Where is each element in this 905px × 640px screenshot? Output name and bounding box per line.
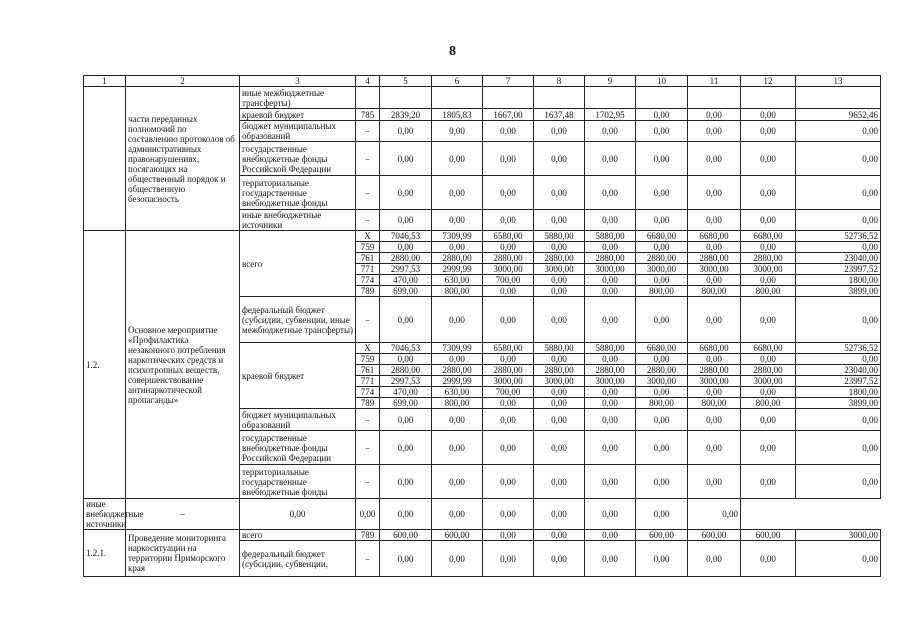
value-cell: 0,00 [534,176,585,210]
value-cell: 3000,00 [741,264,796,275]
value-cell: 0,00 [585,297,636,343]
value-cell: 0,00 [432,121,483,142]
number-cell: 1.2. [84,231,126,499]
value-cell [688,87,741,109]
code-cell: – [356,541,380,577]
funding-source: территориальные государственные внебюджетные фонды [240,465,356,499]
value-cell: 0,00 [741,109,796,121]
value-cell: 7046,53 [380,343,432,354]
value-cell: 800,00 [688,286,741,297]
value-cell [380,87,432,109]
value-cell: 6680,00 [636,343,688,354]
value-cell: 470,00 [380,275,432,286]
value-cell: 0,00 [585,275,636,286]
code-cell: X [356,231,380,242]
value-cell: 0,00 [380,541,432,577]
value-cell: 0,00 [741,210,796,231]
code-cell: 789 [356,530,380,541]
value-cell: 2880,00 [636,365,688,376]
value-cell: 0,00 [585,541,636,577]
value-cell: 0,00 [585,142,636,176]
value-cell [534,87,585,109]
value-cell: 0,00 [688,431,741,465]
value-cell: 800,00 [636,398,688,409]
value-cell: 0,00 [534,286,585,297]
value-cell: 699,00 [380,398,432,409]
value-cell: 600,00 [432,530,483,541]
value-cell: 0,00 [796,431,881,465]
value-cell: 0,00 [380,409,432,431]
value-cell: 0,00 [483,210,534,231]
value-cell: 3000,00 [741,376,796,387]
value-cell: 0,00 [636,409,688,431]
value-cell: 0,00 [483,409,534,431]
value-cell: 0,00 [796,121,881,142]
value-cell: 0,00 [380,297,432,343]
value-cell [483,87,534,109]
value-cell: 2997,53 [380,264,432,275]
code-cell: – [356,121,380,142]
measure-description: Основное мероприятие «Профилактика незаконного потребления наркотических средств и психотропных веществ, совершенствование антинаркотической пропаганды» [126,231,240,499]
value-cell: 0,00 [483,297,534,343]
value-cell: 0,00 [432,297,483,343]
value-cell: 0,00 [380,465,432,499]
value-cell: 0,00 [380,242,432,253]
value-cell: 7309,99 [432,231,483,242]
value-cell: 0,00 [636,109,688,121]
value-cell: 2880,00 [432,365,483,376]
value-cell: 0,00 [534,541,585,577]
value-cell: 0,00 [534,142,585,176]
code-cell: – [356,465,380,499]
value-cell: 7046,53 [380,231,432,242]
value-cell: 2880,00 [741,253,796,264]
number-cell [84,87,126,231]
column-header: 13 [796,76,881,87]
value-cell: 0,00 [796,541,881,577]
code-cell: – [356,142,380,176]
value-cell: 0,00 [688,387,741,398]
value-cell: 0,00 [796,242,881,253]
funding-source: государственные внебюджетные фонды Российской Федерации [240,142,356,176]
value-cell: 0,00 [380,142,432,176]
value-cell: 700,00 [483,275,534,286]
value-cell: 0,00 [483,354,534,365]
value-cell: 0,00 [534,398,585,409]
value-cell: 6680,00 [636,231,688,242]
funding-source: бюджет муниципальных образований [240,121,356,142]
value-cell: 0,00 [380,354,432,365]
value-cell [636,87,688,109]
value-cell: 2880,00 [636,253,688,264]
value-cell: 699,00 [380,286,432,297]
code-cell: 771 [356,264,380,275]
column-header: 3 [240,76,356,87]
value-cell: 0,00 [636,431,688,465]
value-cell: 0,00 [796,297,881,343]
value-cell: 0,00 [636,499,688,530]
value-cell: 3000,00 [534,376,585,387]
value-cell: 0,00 [534,499,585,530]
value-cell: 2880,00 [432,253,483,264]
value-cell: 3000,00 [585,264,636,275]
value-cell: 0,00 [585,530,636,541]
value-cell: 0,00 [585,176,636,210]
value-cell: 0,00 [636,297,688,343]
value-cell: 6680,00 [688,343,741,354]
header-row [84,76,881,87]
value-cell: 3000,00 [483,264,534,275]
value-cell: 6580,00 [483,343,534,354]
measure-description: части переданных полномочий по составлению протоколов об административных правонарушениях, посягающих на общественный порядок и общественную безопасность [126,87,240,231]
value-cell: 0,00 [636,465,688,499]
value-cell: 800,00 [432,398,483,409]
value-cell: 2880,00 [380,253,432,264]
value-cell: 3000,00 [796,530,881,541]
value-cell: 23997,52 [796,376,881,387]
value-cell: 1667,00 [483,109,534,121]
value-cell: 0,00 [380,499,432,530]
value-cell: 1637,48 [534,109,585,121]
value-cell: 2999,99 [432,376,483,387]
value-cell: 0,00 [483,142,534,176]
value-cell: 600,00 [380,530,432,541]
value-cell: 0,00 [534,354,585,365]
value-cell: 3899,00 [796,286,881,297]
value-cell: 0,00 [741,465,796,499]
value-cell: 5880,00 [585,231,636,242]
value-cell: 470,00 [380,387,432,398]
value-cell: 6580,00 [483,231,534,242]
value-cell: 0,00 [432,541,483,577]
value-cell: 0,00 [585,465,636,499]
value-cell: 0,00 [585,286,636,297]
value-cell: 3000,00 [585,376,636,387]
value-cell: 0,00 [432,431,483,465]
value-cell: 0,00 [432,465,483,499]
value-cell: 0,00 [585,431,636,465]
value-cell: 0,00 [688,142,741,176]
column-header: 10 [636,76,688,87]
value-cell: 23040,00 [796,253,881,264]
value-cell [741,87,796,109]
value-cell: 0,00 [585,398,636,409]
value-cell: 0,00 [741,409,796,431]
column-header: 8 [534,76,585,87]
column-header: 12 [741,76,796,87]
code-cell: 785 [356,109,380,121]
value-cell: 0,00 [432,176,483,210]
value-cell: 0,00 [432,242,483,253]
measure-description: Проведение мониторинга наркоситуации на территории Приморского края [126,530,240,577]
value-cell: 2997,53 [380,376,432,387]
value-cell: 2880,00 [534,253,585,264]
value-cell: 600,00 [636,530,688,541]
value-cell: 1800,00 [796,387,881,398]
value-cell: 2880,00 [688,365,741,376]
value-cell: 3000,00 [688,376,741,387]
value-cell: 3000,00 [636,264,688,275]
column-header: 2 [126,76,240,87]
value-cell [432,87,483,109]
value-cell: 0,00 [356,499,380,530]
value-cell: 0,00 [534,409,585,431]
value-cell: 0,00 [688,176,741,210]
value-cell: 600,00 [741,530,796,541]
funding-source: государственные внебюджетные фонды Российской Федерации [240,431,356,465]
value-cell: 5880,00 [534,231,585,242]
number-cell: 1.2.1. [84,530,126,577]
funding-source: иные внебюджетные источники [240,210,356,231]
value-cell: 0,00 [636,387,688,398]
value-cell: 0,00 [483,242,534,253]
value-cell: 23997,52 [796,264,881,275]
table-row [84,231,881,242]
page-number: 8 [449,44,456,59]
funding-source: всего [240,231,356,297]
value-cell: 0,00 [741,354,796,365]
code-cell: – [356,409,380,431]
value-cell: 0,00 [534,275,585,286]
value-cell: 1800,00 [796,275,881,286]
value-cell: 0,00 [432,210,483,231]
column-header: 5 [380,76,432,87]
code-cell: 759 [356,242,380,253]
value-cell: 6680,00 [741,231,796,242]
value-cell: 0,00 [688,297,741,343]
column-header: 1 [84,76,126,87]
column-header: 11 [688,76,741,87]
value-cell: 630,00 [432,387,483,398]
value-cell: 3000,00 [636,376,688,387]
value-cell: 0,00 [796,465,881,499]
value-cell: 52736,52 [796,343,881,354]
value-cell: 7309,99 [432,343,483,354]
value-cell: 0,00 [432,409,483,431]
value-cell: 0,00 [534,387,585,398]
value-cell: 0,00 [432,354,483,365]
value-cell: 0,00 [688,210,741,231]
funding-source: бюджет муниципальных образований [240,409,356,431]
value-cell: 23040,00 [796,365,881,376]
code-cell: 774 [356,387,380,398]
value-cell: 0,00 [483,499,534,530]
code-cell [356,87,380,109]
value-cell: 0,00 [483,121,534,142]
value-cell: 0,00 [585,210,636,231]
code-cell: 771 [356,376,380,387]
value-cell [796,87,881,109]
code-cell: 789 [356,398,380,409]
value-cell: 0,00 [585,387,636,398]
value-cell: 2880,00 [688,253,741,264]
value-cell: 2880,00 [534,365,585,376]
value-cell: 0,00 [688,275,741,286]
value-cell: 0,00 [380,210,432,231]
value-cell: 0,00 [585,354,636,365]
value-cell: 800,00 [741,286,796,297]
value-cell: 0,00 [688,354,741,365]
value-cell: 0,00 [636,142,688,176]
code-cell: 761 [356,253,380,264]
value-cell: 3000,00 [483,376,534,387]
value-cell: 2880,00 [741,365,796,376]
value-cell: 2880,00 [585,253,636,264]
code-cell: 789 [356,286,380,297]
value-cell: 0,00 [636,176,688,210]
value-cell: 0,00 [688,121,741,142]
value-cell: 800,00 [432,286,483,297]
value-cell: 1805,83 [432,109,483,121]
value-cell: 0,00 [796,409,881,431]
value-cell: 2999,99 [432,264,483,275]
value-cell: 0,00 [483,530,534,541]
value-cell: 0,00 [585,121,636,142]
value-cell: 0,00 [796,176,881,210]
value-cell: 0,00 [585,242,636,253]
budget-table-body [84,76,881,577]
value-cell: 0,00 [741,387,796,398]
value-cell: 2880,00 [585,365,636,376]
value-cell: 0,00 [534,210,585,231]
value-cell: 9652,46 [796,109,881,121]
budget-table [83,75,881,577]
value-cell: 2880,00 [483,253,534,264]
value-cell: 2880,00 [483,365,534,376]
value-cell: 0,00 [636,541,688,577]
value-cell: 0,00 [534,465,585,499]
value-cell: 6680,00 [741,343,796,354]
value-cell: 800,00 [636,286,688,297]
value-cell: 0,00 [741,275,796,286]
column-header: 4 [356,76,380,87]
value-cell: 0,00 [585,499,636,530]
value-cell: 0,00 [741,431,796,465]
funding-source: федеральный бюджет (субсидии, субвенции, [240,541,356,577]
value-cell: 0,00 [796,354,881,365]
value-cell: 0,00 [534,297,585,343]
value-cell: 0,00 [636,121,688,142]
code-cell: 759 [356,354,380,365]
value-cell: 0,00 [688,409,741,431]
funding-source: краевой бюджет [240,109,356,121]
value-cell: 0,00 [636,210,688,231]
value-cell: 0,00 [483,465,534,499]
value-cell: 0,00 [483,176,534,210]
column-header: 9 [585,76,636,87]
code-cell: – [356,431,380,465]
value-cell: 0,00 [688,109,741,121]
value-cell: 0,00 [741,142,796,176]
value-cell: 2880,00 [380,365,432,376]
value-cell: 0,00 [688,242,741,253]
value-cell: 0,00 [688,465,741,499]
value-cell: 0,00 [741,242,796,253]
code-cell: – [126,499,240,530]
value-cell: 5880,00 [534,343,585,354]
value-cell: 0,00 [796,142,881,176]
value-cell: 0,00 [380,176,432,210]
table-row [84,87,881,109]
value-cell: 2839,20 [380,109,432,121]
value-cell: 0,00 [432,142,483,176]
value-cell: 0,00 [483,286,534,297]
value-cell: 0,00 [741,541,796,577]
value-cell: 0,00 [483,431,534,465]
value-cell: 0,00 [636,275,688,286]
value-cell: 0,00 [534,242,585,253]
value-cell: 0,00 [483,398,534,409]
funding-source: всего [240,530,356,541]
code-cell: – [356,297,380,343]
code-cell: – [356,210,380,231]
value-cell: 0,00 [534,121,585,142]
value-cell [585,87,636,109]
value-cell: 0,00 [534,530,585,541]
value-cell: 700,00 [483,387,534,398]
value-cell: 0,00 [534,431,585,465]
value-cell: 0,00 [636,354,688,365]
funding-source: краевой бюджет [240,343,356,409]
column-header: 6 [432,76,483,87]
value-cell: 800,00 [688,398,741,409]
value-cell: 5880,00 [585,343,636,354]
value-cell: 600,00 [688,530,741,541]
table-row [84,530,881,541]
code-cell: 774 [356,275,380,286]
value-cell: 0,00 [796,210,881,231]
column-header: 7 [483,76,534,87]
value-cell: 0,00 [380,121,432,142]
value-cell: 3000,00 [688,264,741,275]
value-cell: 3000,00 [534,264,585,275]
value-cell: 52736,52 [796,231,881,242]
value-cell: 0,00 [741,121,796,142]
funding-source: федеральный бюджет (субсидии, субвенции, иные межбюджетные трансферты) [240,297,356,343]
value-cell: 630,00 [432,275,483,286]
value-cell: 0,00 [240,499,356,530]
value-cell: 0,00 [380,431,432,465]
code-cell: X [356,343,380,354]
code-cell: – [356,176,380,210]
value-cell: 0,00 [741,297,796,343]
table-row [84,499,881,530]
value-cell: 0,00 [688,499,741,530]
value-cell: 0,00 [432,499,483,530]
value-cell: 6680,00 [688,231,741,242]
value-cell: 0,00 [636,242,688,253]
value-cell: 1702,95 [585,109,636,121]
value-cell: 3899,00 [796,398,881,409]
value-cell: 0,00 [741,176,796,210]
value-cell: 0,00 [483,541,534,577]
funding-source: иные межбюджетные трансферты) [240,87,356,109]
value-cell: 0,00 [585,409,636,431]
funding-source: иные внебюджетные источники [84,499,126,530]
value-cell: 800,00 [741,398,796,409]
code-cell: 761 [356,365,380,376]
funding-source: территориальные государственные внебюджетные фонды [240,176,356,210]
value-cell: 0,00 [688,541,741,577]
